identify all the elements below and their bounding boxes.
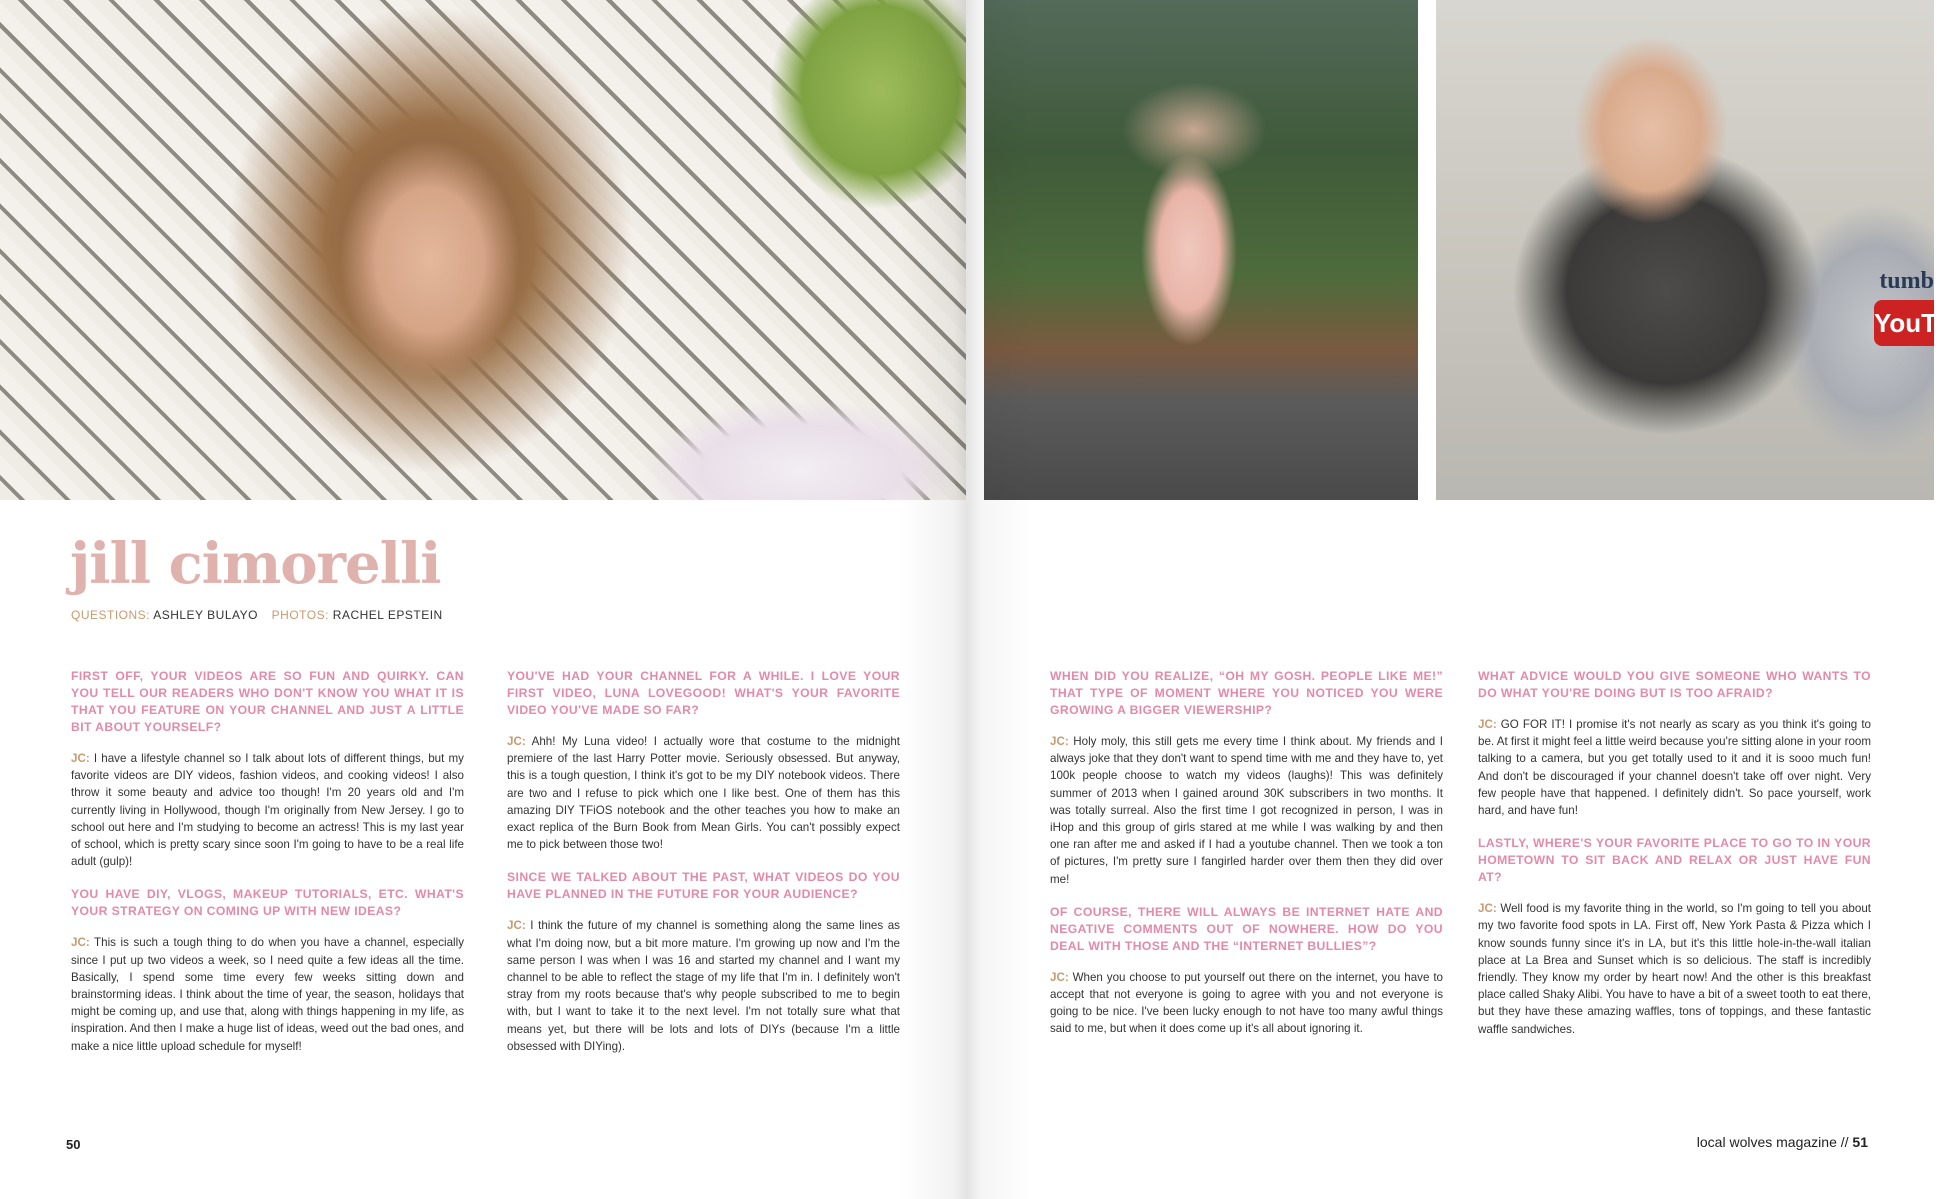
answer-3 <box>507 733 900 853</box>
answer-6 <box>1050 969 1443 1038</box>
answer-prefix: JC: <box>507 735 526 748</box>
answer-text: Ahh! My Luna video! I actually wore that costume to the midnight premiere of the last Harry Potter movie. Seriously obsessed. But anyway, this is a tough question, I think it's got to be my DIY notebook videos. There are two and I refuse to pick which one I like best. One of them has this amazing DIY TFiOS notebook and the other teaches you how to make an exact replica of the Burn Book from Mean Girls. You can't possibly expect me to pick between those two! <box>507 735 900 852</box>
answer-text: I have a lifestyle channel so I talk about lots of different things, but my favorite videos are DIY videos, fashion videos, and cooking videos! I also throw it some beauty and advice too though! I'm 20 years old and I'm currently living in Hollywood, though I'm originally from New Jersey. I go to school out here and I'm studying to become an actress! This is my last year of school, which is pretty scary since soon I'm going to have to be a real life adult (gulp)! <box>71 752 464 869</box>
answer-text: This is such a tough thing to do when you have a channel, especially since I put up two videos a week, so I need quite a few ideas all the time. Basically, I spend some time every few weeks sitting down and brainstorming ideas. I think about the time of year, the season, holidays that might be coming up, and use that, along with things happening in my life, as inspiration. And then I make a huge list of ideas, weed out the bad ones, and make a nice little upload schedule for myself! <box>71 936 465 1053</box>
portrait-photo-wicker-chair <box>0 0 966 500</box>
photos-name: RACHEL EPSTEIN <box>332 608 443 622</box>
answer-text: I think the future of my channel is something along the same lines as what I'm doing now, but a bit more mature. I'm growing up now and I'm the same person I was when I was 16 and started my channel and I want my channel to be able to reflect the stage of my life that I'm in. I definitely won't stray from my roots because that's why people subscribed to me to begin with, but I want to take it to the next level. I'm not totally sure what that means yet, but there will be lots and lots of DIYs (because I'm a little obsessed with DIYing). <box>507 919 900 1053</box>
question-1: FIRST OFF, YOUR VIDEOS ARE SO FUN AND QUIRKY. CAN YOU TELL OUR READERS WHO DON'T KNOW YOU WHAT IT IS THAT YOU FEATURE ON YOUR CHANNEL AND JUST A LITTLE BIT ABOUT YOURSELF? <box>71 669 464 734</box>
right-page-footer <box>1697 1134 1868 1150</box>
question-7: WHAT ADVICE WOULD YOU GIVE SOMEONE WHO WANTS TO DO WHAT YOU'RE DOING BUT IS TOO AFRAID? <box>1478 669 1871 700</box>
question-2: YOU HAVE DIY, VLOGS, MAKEUP TUTORIALS, ETC. WHAT'S YOUR STRATEGY ON COMING UP WITH NEW IDEAS? <box>71 887 464 919</box>
answer-prefix: JC: <box>1050 970 1069 984</box>
article-credits <box>71 608 443 622</box>
questions-name: ASHLEY BULAYO <box>153 608 258 622</box>
text-column-1 <box>71 668 464 1071</box>
answer-prefix: JC: <box>1050 735 1069 748</box>
answer-text: When you choose to put yourself out there on the internet, you have to accept that not everyone is going to agree with you and not everyone is going to be nice. I've been lucky enough to not have too many awful things said to me, but when it does come up it's all about ignoring it. <box>1050 970 1443 1036</box>
answer-text: Holy moly, this still gets me every time I think about. My friends and I always joke that they don't want to spend time with me and they have to, yet 100k people choose to watch my videos (laughs)! This was definitely summer of 2013 when I gained around 30K subscribers in two months. It was totally surreal. Also the first time I got recognized in person, I was in iHop and this group of girls stared at me while I was walking by and then one ran after me and asked if I had a youtube channel. Then we took a ton of pictures, I'm pretty sure I fangirled harder over them then they did over me! <box>1050 735 1443 886</box>
photo-at-laptop <box>1436 0 1951 500</box>
answer-2 <box>71 934 464 1054</box>
answer-text: Well food is my favorite thing in the world, so I'm going to tell you about my two favorite food spots in LA. First off, New York Pasta & Pizza which I know sounds funny since it's in LA, but it's this little hole-in-the-wall italian place at La Brea and Sunset which is so delicious. The staff is incredibly friendly. They know my order by heart now! And the other is this breakfast place called Shaky Alibi. You have to have a bit of a sweet tooth to eat there, but they have these amazing waffles, tons of toppings, and these fantastic waffle sandwiches. <box>1478 902 1871 1036</box>
answer-8 <box>1478 900 1871 1038</box>
text-column-4 <box>1478 668 1871 1054</box>
left-page <box>0 0 966 1199</box>
text-column-3 <box>1050 668 1443 1054</box>
answer-text: GO FOR IT! I promise it's not nearly as scary as you think it's going to be. At first it might feel a little weird because you're sitting alone in your room talking to a camera, but you get totally used to it and it is sooo much fun! And don't be discouraged if your channel doesn't take off over night. Very few people have that happened. I definitely didn't. So pace yourself, work hard, and have fun! <box>1478 718 1871 818</box>
answer-1 <box>71 750 464 870</box>
question-6: OF COURSE, THERE WILL ALWAYS BE INTERNET HATE AND NEGATIVE COMMENTS OUT OF NOWHERE. HOW DO YOU DEAL WITH THOSE AND THE “INTERNET BULLIES”? <box>1050 904 1443 953</box>
photo-dancing-pose <box>984 0 1418 500</box>
answer-5 <box>1050 733 1443 888</box>
answer-7 <box>1478 716 1871 819</box>
answer-prefix: JC: <box>1478 902 1497 916</box>
answer-prefix: JC: <box>71 936 90 950</box>
left-page-number: 50 <box>66 1137 81 1152</box>
magazine-name: local wolves magazine // <box>1696 1134 1849 1150</box>
answer-prefix: JC: <box>1478 718 1497 731</box>
youtube-sticker: YouTu <box>1874 300 1934 346</box>
answer-prefix: JC: <box>71 752 90 765</box>
article-title: jill cimorelli <box>70 531 441 597</box>
questions-label: QUESTIONS: <box>71 608 151 622</box>
question-8: LASTLY, WHERE'S YOUR FAVORITE PLACE TO GO TO IN YOUR HOMETOWN TO SIT BACK AND RELAX OR JUST HAVE FUN AT? <box>1478 836 1871 885</box>
question-5: WHEN DID YOU REALIZE, “OH MY GOSH. PEOPLE LIKE ME!” THAT TYPE OF MOMENT WHERE YOU NOTICED YOU WERE GROWING A BIGGER VIEWERSHIP? <box>1050 669 1443 717</box>
question-4: SINCE WE TALKED ABOUT THE PAST, WHAT VIDEOS DO YOU HAVE PLANNED IN THE FUTURE FOR YOUR AUDIENCE? <box>507 870 900 902</box>
right-page-number: 51 <box>1852 1134 1868 1150</box>
text-column-2 <box>507 668 900 1071</box>
answer-4 <box>507 917 900 1055</box>
answer-prefix: JC: <box>507 919 526 933</box>
tumblr-sticker: tumb <box>1879 268 1934 294</box>
photos-label: PHOTOS: <box>271 608 329 622</box>
question-3: YOU'VE HAD YOUR CHANNEL FOR A WHILE. I LOVE YOUR FIRST VIDEO, LUNA LOVEGOOD! WHAT'S YOUR FAVORITE VIDEO YOU'VE MADE SO FAR? <box>507 669 900 717</box>
